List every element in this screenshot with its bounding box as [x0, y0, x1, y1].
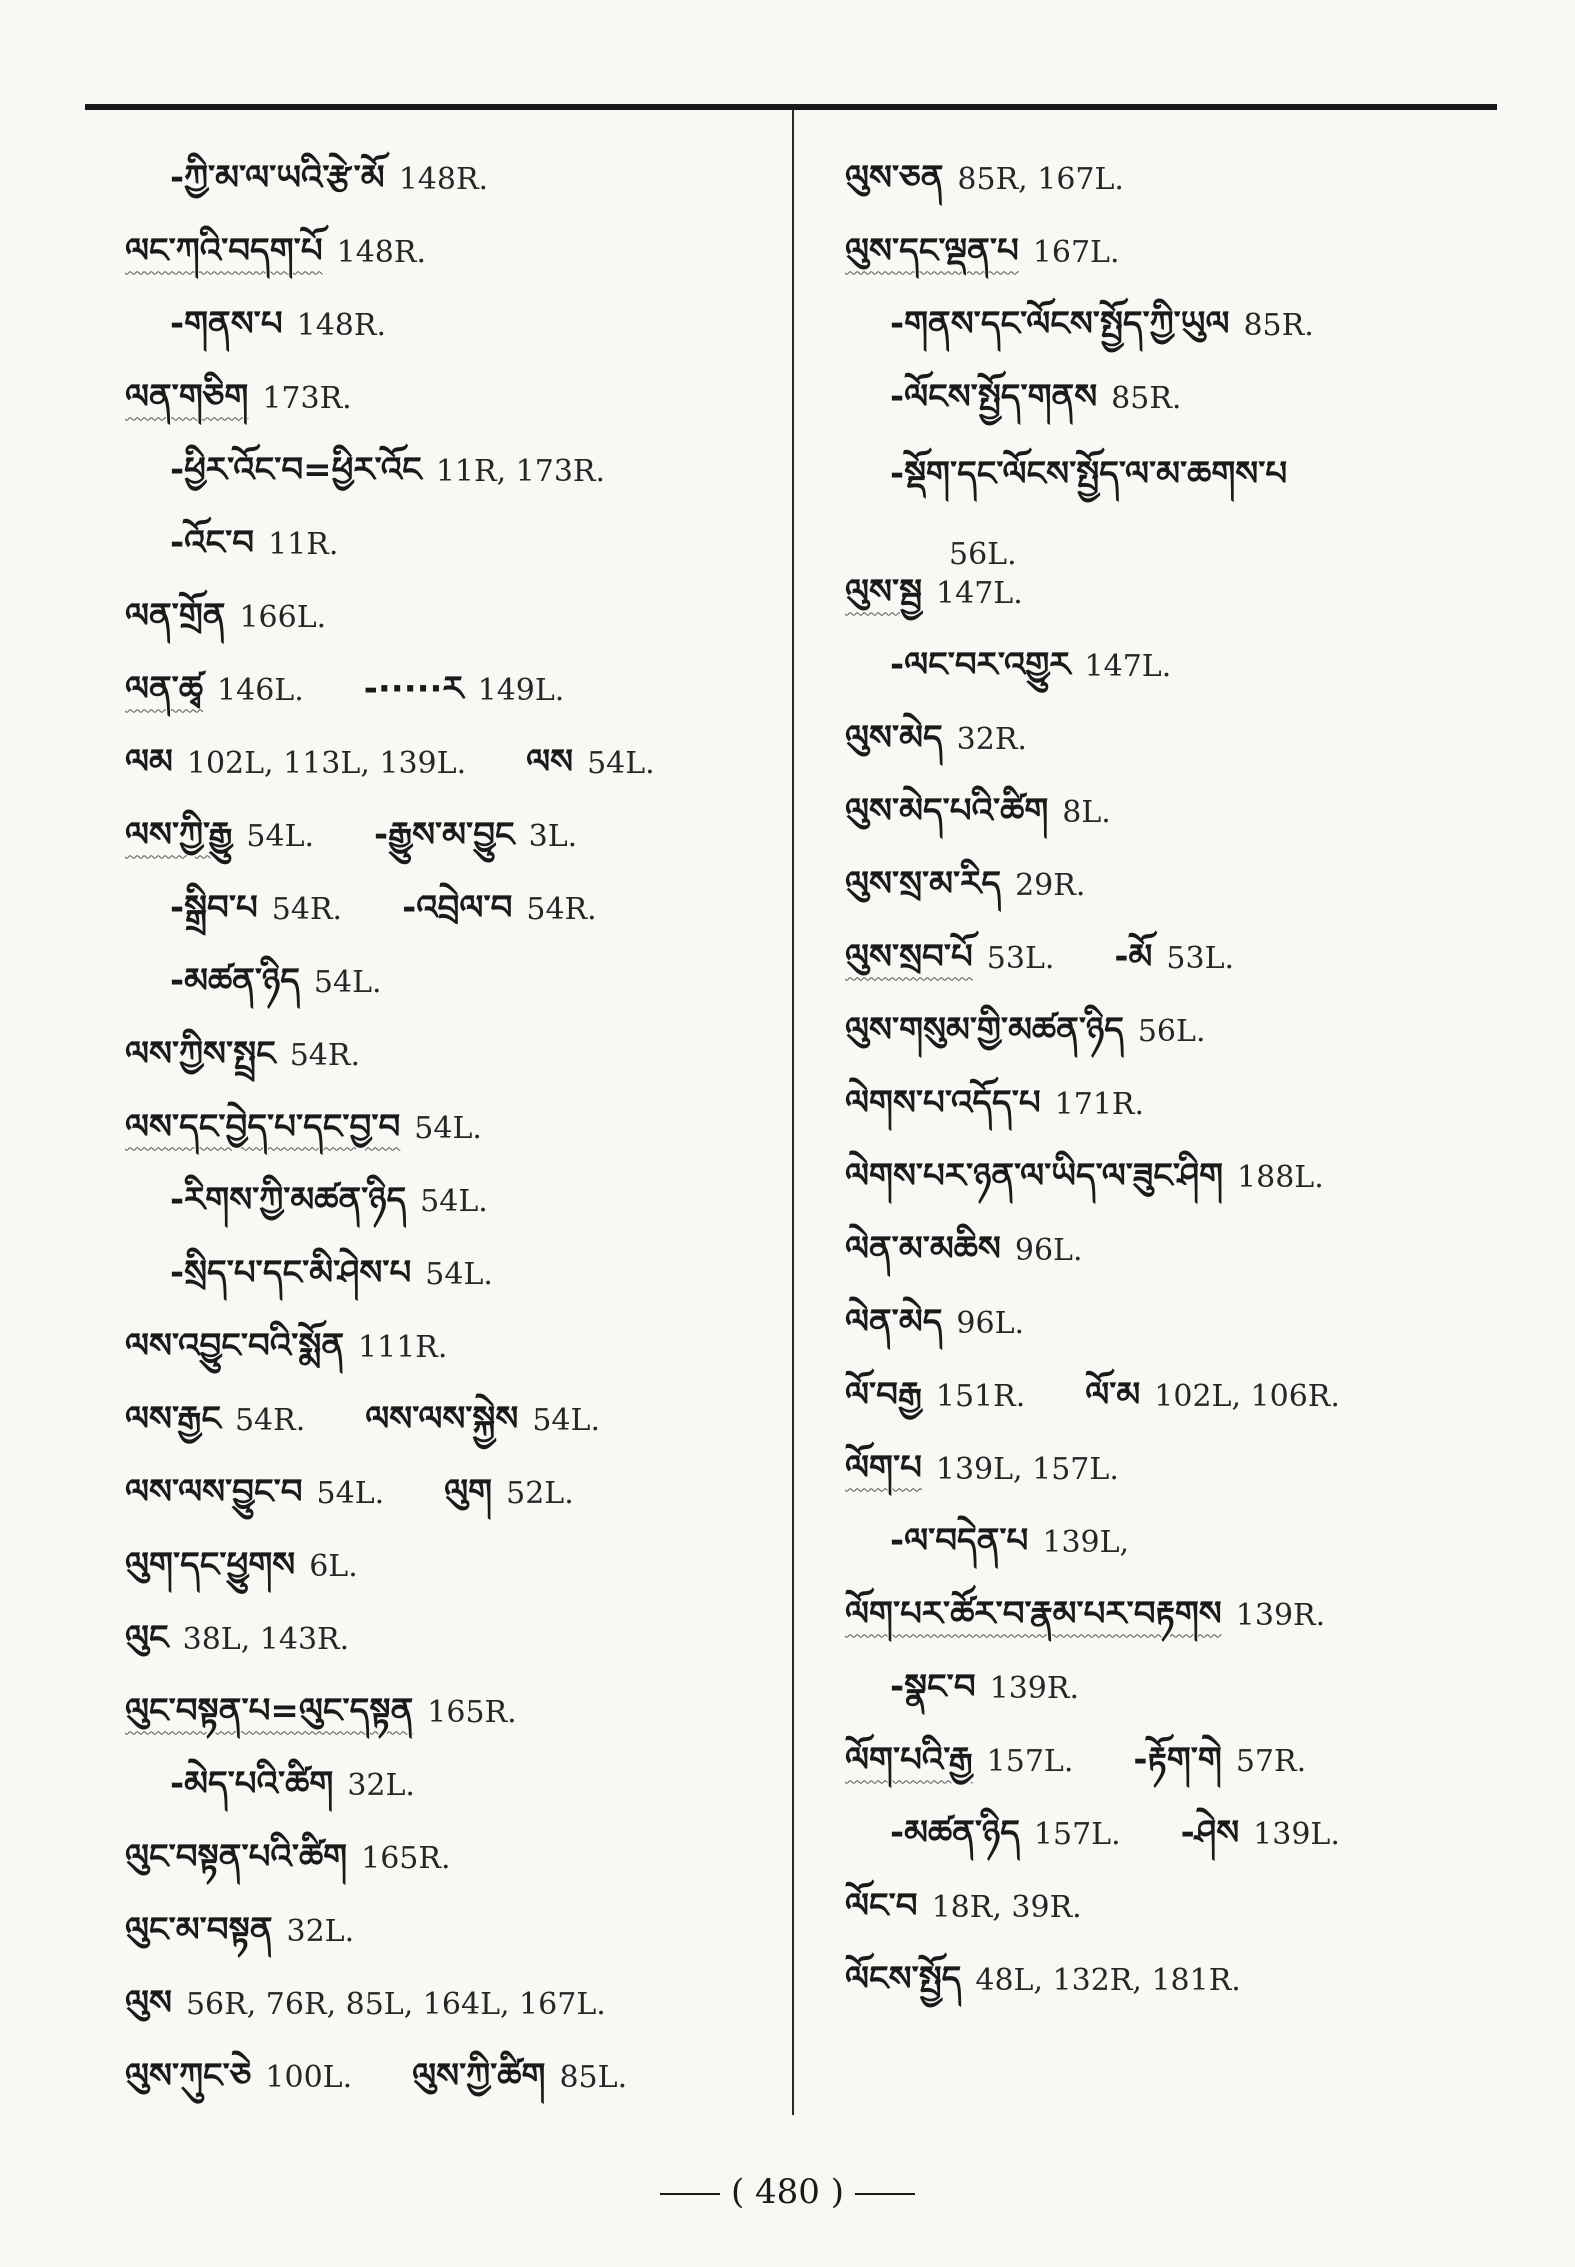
- tibetan-term: -སྒྲིབ་པ: [170, 887, 258, 928]
- tibetan-term: ལུས་ཅན: [845, 157, 944, 198]
- left-column: [125, 150, 775, 2121]
- page-reference: 38L, 143R.: [182, 1621, 350, 1657]
- tibetan-term: -རྒྱུས་མ་བྱུང: [374, 814, 515, 855]
- index-entry: [845, 442, 1485, 572]
- tibetan-term: -སྲིད་པ་དང་མི་ཤེས་པ: [170, 1252, 412, 1293]
- tibetan-term: -སྡོག་དང་ལོངས་སྤྱོད་ལ་མ་ཆགས་པ: [890, 453, 1288, 494]
- tibetan-term: ལུས་གསུམ་གྱི་མཚན་ཉིད: [845, 1009, 1124, 1050]
- tibetan-term: ལུས: [125, 1982, 172, 2023]
- tibetan-term: -མཚན་ཉིད: [890, 1812, 1020, 1853]
- entry-part: [1085, 1356, 1340, 1452]
- tibetan-term: ལང་ཀའི་བདག་པོ: [125, 230, 323, 271]
- tibetan-term: ལན་གཅིག: [125, 376, 249, 417]
- page-reference: 139L, 157L.: [935, 1451, 1119, 1487]
- page-reference: 54L.: [313, 964, 382, 1000]
- column-divider: [792, 110, 794, 2115]
- tibetan-term: ལུས་སྲབ་པོ: [845, 936, 973, 977]
- page-reference: 54L.: [414, 1110, 482, 1146]
- tibetan-term: ལོ་བརྒྱ: [845, 1374, 922, 1415]
- tibetan-term: ལེགས་པར་ཉན་ལ་ཡིད་ལ་ཟུང་ཤིག: [845, 1155, 1224, 1196]
- tibetan-term: ལུས་མེད་པའི་ཚིག: [845, 790, 1049, 831]
- page-reference: 85R.: [1243, 307, 1314, 343]
- page-reference: 57R.: [1235, 1743, 1307, 1779]
- tibetan-term: ལས: [526, 741, 574, 782]
- tibetan-term: ལམ: [125, 741, 173, 782]
- page-reference: 54L.: [420, 1183, 488, 1219]
- page-reference: 53L.: [1166, 940, 1235, 976]
- tibetan-term: ལེན་མེད: [845, 1301, 943, 1342]
- tibetan-term: -གནས་པ: [170, 303, 283, 344]
- page-reference: 52L.: [506, 1475, 574, 1511]
- tibetan-term: ལས་ལས་སྐྱེས: [365, 1398, 519, 1439]
- tibetan-term: ལུག: [444, 1471, 493, 1512]
- page-reference: 139L.: [1253, 1816, 1340, 1852]
- tibetan-term: ལོག་པར་ཚོར་བ་རྣམ་པར་བརྟགས: [845, 1593, 1222, 1634]
- page-reference: 96L.: [956, 1305, 1025, 1341]
- tibetan-term: ལས་ཀྱི་རྒྱུ: [125, 814, 233, 855]
- tibetan-term: ལེན་མ་མཆིས: [845, 1228, 1001, 1269]
- tibetan-term: ལུས་ཀྱི་ཚིག: [412, 2055, 546, 2096]
- tibetan-term: ལུས་དང་ལྡན་པ: [845, 230, 1019, 271]
- page-reference: 54L.: [587, 745, 655, 781]
- tibetan-term: ལས་ཀྱིས་སྤྲང: [125, 1033, 276, 1074]
- page-reference: 18R, 39R.: [931, 1889, 1082, 1925]
- page-reference: 148R.: [398, 161, 489, 197]
- page-reference: 100L.: [265, 2059, 353, 2095]
- page-reference: 149L.: [477, 672, 565, 708]
- page-number-text: ( 480 ): [730, 2172, 845, 2212]
- page-reference: 147L.: [1084, 648, 1172, 684]
- page-reference: 3L.: [528, 818, 578, 854]
- page-reference: 85R.: [1111, 380, 1182, 416]
- page-reference: 11R.: [268, 526, 339, 562]
- page-reference: 8L.: [1062, 794, 1111, 830]
- page-reference: 32L.: [347, 1767, 415, 1803]
- top-rule: [85, 104, 1497, 110]
- page-reference: 157L.: [1033, 1816, 1121, 1852]
- page-reference: 102L, 113L, 139L.: [186, 745, 467, 781]
- tibetan-term: ལུང་བསྟན་པའི་ཚིག: [125, 1836, 348, 1877]
- page-reference: 147L.: [936, 575, 1023, 611]
- tibetan-term: ལན་ཚྭ: [125, 668, 204, 709]
- tibetan-term: ལུས་སྦྱ: [845, 571, 923, 612]
- page-reference: 6L.: [309, 1548, 358, 1584]
- tibetan-term: -མེད་པའི་ཚིག: [170, 1763, 334, 1804]
- tibetan-term: -རྟོག་གེ: [1133, 1739, 1222, 1780]
- tibetan-term: ལོང་བ: [845, 1885, 918, 1926]
- index-entry: [125, 2048, 775, 2121]
- page-reference: 139R.: [1235, 1597, 1326, 1633]
- page-reference: 11R, 173R.: [435, 453, 606, 489]
- entry-part: [845, 1940, 1241, 2036]
- tibetan-term: -ཕྱིར་འོང་བ=ཕྱིར་འོང: [170, 449, 422, 490]
- page-reference: 54R.: [526, 891, 597, 927]
- page-reference: 139L,: [1042, 1524, 1130, 1560]
- page-reference: 166L.: [239, 599, 327, 635]
- tibetan-term: ལས་ལས་བྱུང་བ: [125, 1471, 303, 1512]
- page-reference: 188L.: [1237, 1159, 1324, 1195]
- page-reference: 54L.: [425, 1256, 493, 1292]
- tibetan-term: ལུས་སྲ་མ་རིད: [845, 863, 1002, 904]
- page-reference: 165R.: [361, 1840, 451, 1876]
- entry-part: [444, 1453, 574, 1549]
- tibetan-term: ལུས་མེད: [845, 717, 943, 758]
- tibetan-term: ལུང་མ་བསྟན: [125, 1909, 273, 1950]
- page-reference: 56R, 76R, 85L, 164L, 167L.: [185, 1986, 606, 2022]
- tibetan-term: ལུག་དང་ཕྱུགས: [125, 1544, 296, 1585]
- page-reference: 53L.: [986, 940, 1055, 976]
- page-reference: 54L.: [246, 818, 315, 854]
- tibetan-term: ལོག་པའི་རྒྱ: [845, 1739, 973, 1780]
- entry-part: [402, 869, 597, 965]
- page-reference: 139R.: [989, 1670, 1080, 1706]
- page-number-dash-right: [855, 2193, 915, 2195]
- page-reference: 32L.: [286, 1913, 355, 1949]
- page-reference: 48L, 132R, 181R.: [975, 1962, 1241, 1998]
- entry-part: [1181, 1794, 1340, 1890]
- tibetan-term: ལས་འབྱུང་བའི་སྨོན: [125, 1325, 345, 1366]
- page-reference: 173R.: [262, 380, 352, 416]
- page-reference: 54R.: [234, 1402, 306, 1438]
- tibetan-term: ལས་རྒྱང: [125, 1398, 221, 1439]
- tibetan-term: -སྣང་བ: [890, 1666, 976, 1707]
- page-reference: 96L.: [1014, 1232, 1083, 1268]
- tibetan-term: -མཚན་ཉིད: [170, 960, 300, 1001]
- tibetan-term: ལན་གྲོན: [125, 595, 226, 636]
- page-reference: 146L.: [217, 672, 304, 708]
- tibetan-term: -མོ: [1114, 936, 1153, 977]
- tibetan-term: -·····ར: [363, 668, 464, 709]
- tibetan-term: ལོག་པ: [845, 1447, 922, 1488]
- tibetan-term: -རིགས་ཀྱི་མཚན་ཉིད: [170, 1179, 407, 1220]
- tibetan-term: ལོ་མ: [1085, 1374, 1141, 1415]
- tibetan-term: -འོང་བ: [170, 522, 255, 563]
- page-reference: 32R.: [956, 721, 1027, 757]
- page-number: [0, 2172, 1575, 2212]
- tibetan-term: -གནས་དང་ལོངས་སྤྱོད་ཀྱི་ཡུལ: [890, 303, 1230, 344]
- page-reference: 85L.: [559, 2059, 628, 2095]
- tibetan-term: -འབྲེལ་བ: [402, 887, 513, 928]
- tibetan-term: -ལ་བདེན་པ: [890, 1520, 1029, 1561]
- page-reference: 54L.: [532, 1402, 600, 1438]
- page-reference: 171R.: [1054, 1086, 1145, 1122]
- right-column: [845, 150, 1485, 2024]
- page-reference: 56L.: [1137, 1013, 1206, 1049]
- page-reference: 54L.: [316, 1475, 385, 1511]
- tibetan-term: ལེགས་པ་འདོད་པ: [845, 1082, 1041, 1123]
- tibetan-term: ལུང་བསྟན་པ=ལུང་དསྟན: [125, 1690, 414, 1731]
- tibetan-term: -ཀྱི་མ་ལ་ཡའི་རྩེ་མོ: [170, 157, 385, 198]
- page-reference: 111R.: [358, 1329, 448, 1365]
- page-reference: 148R.: [296, 307, 386, 343]
- entry-part: [412, 2037, 627, 2133]
- page-reference: 54R.: [271, 891, 343, 927]
- entry-part: [125, 2037, 352, 2133]
- page-reference: 148R.: [336, 234, 426, 270]
- page-reference: 165R.: [427, 1694, 517, 1730]
- page-reference: 151R.: [935, 1378, 1026, 1414]
- tibetan-term: -ལོངས་སྤྱོད་གནས: [890, 376, 1098, 417]
- tibetan-term: ལུང: [125, 1617, 169, 1658]
- tibetan-term: ལུས་ཀུང་ཅེ: [125, 2055, 252, 2096]
- page-reference: 85R, 167L.: [957, 161, 1124, 197]
- page-reference: 54R.: [289, 1037, 361, 1073]
- index-entry: [845, 369, 1485, 442]
- index-entry: [845, 1951, 1485, 2024]
- page-reference: 157L.: [986, 1743, 1074, 1779]
- page-reference: 56L.: [949, 536, 1017, 572]
- page-number-dash-left: [660, 2193, 720, 2195]
- page-reference: 167L.: [1032, 234, 1120, 270]
- tibetan-term: -ལང་བར་འགྱུར: [890, 644, 1071, 685]
- page-reference: 29R.: [1015, 867, 1086, 903]
- tibetan-term: ལོངས་སྤྱོད: [845, 1958, 962, 1999]
- tibetan-term: ལས་དང་བྱེད་པ་དང་བྱ་བ: [125, 1106, 401, 1147]
- tibetan-term: -ཤེས: [1180, 1812, 1240, 1853]
- page-reference: 102L, 106R.: [1154, 1378, 1340, 1414]
